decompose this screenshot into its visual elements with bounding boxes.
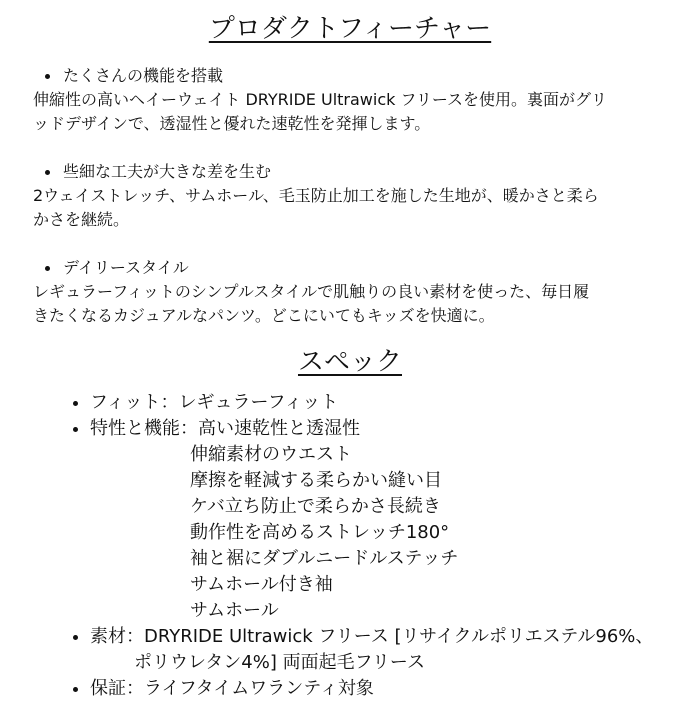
spec-feature-line: 摩擦を軽減する柔らかい縫い目 (190, 470, 442, 491)
feature-body-2: 2ウェイストレッチ、サムホール、毛玉防止加工を施した生地が、暖かさと柔ら かさを継続。 (33, 186, 599, 229)
feature-body-1: 伸縮性の高いヘイーウェイト DRYRIDE Ultrawick フリースを使用。裏面がグリ ッドデザインで、透湿性と優れた速乾性を発揮します。 (33, 90, 608, 133)
spec-feature-line: 伸縮素材のウエスト (190, 444, 352, 465)
spec-feature-line: 袖と裾にダブルニードルステッチ (190, 548, 459, 569)
bullet-icon (73, 635, 78, 640)
bullet-icon (45, 170, 50, 175)
spec-feature-line: 動作性を高めるストレッチ180° (190, 522, 450, 543)
bullet-icon (73, 401, 78, 406)
bullet-icon (73, 687, 78, 692)
feature-heading-2: 些細な工夫が大きな差を生む (63, 162, 271, 182)
features-title: プロダクトフィーチャー (208, 14, 492, 44)
spec-material: 素材：DRYRIDE Ultrawick フリース [リサイクルポリエステル96%、 (90, 624, 653, 650)
bullet-icon (73, 427, 78, 432)
feature-heading-3: デイリースタイル (63, 258, 189, 278)
spec-feature-line: ケバ立ち防止で柔らかさ長続き (190, 496, 441, 517)
spec-material-cont: ポリウレタン4%] 両面起毛フリース (134, 652, 425, 673)
feature-heading-1: たくさんの機能を搭載 (63, 66, 223, 86)
spec-feature-line: サムホール付き袖 (190, 574, 333, 595)
spec-features: 特性と機能：高い速乾性と透湿性 (90, 416, 360, 442)
spec-fit: フィット：レギュラーフィット (90, 390, 338, 416)
feature-body-3: レギュラーフィットのシンプルスタイルで肌触りの良い素材を使った、毎日履 きたくなるカジュアルなパンツ。どこにいてもキッズを快適に。 (33, 282, 590, 325)
bullet-icon (45, 266, 50, 271)
bullet-icon (45, 74, 50, 79)
spec-feature-line: サムホール (190, 600, 279, 621)
specs-title: スペック (297, 347, 402, 377)
spec-warranty: 保証：ライフタイムワランティ対象 (90, 676, 374, 702)
